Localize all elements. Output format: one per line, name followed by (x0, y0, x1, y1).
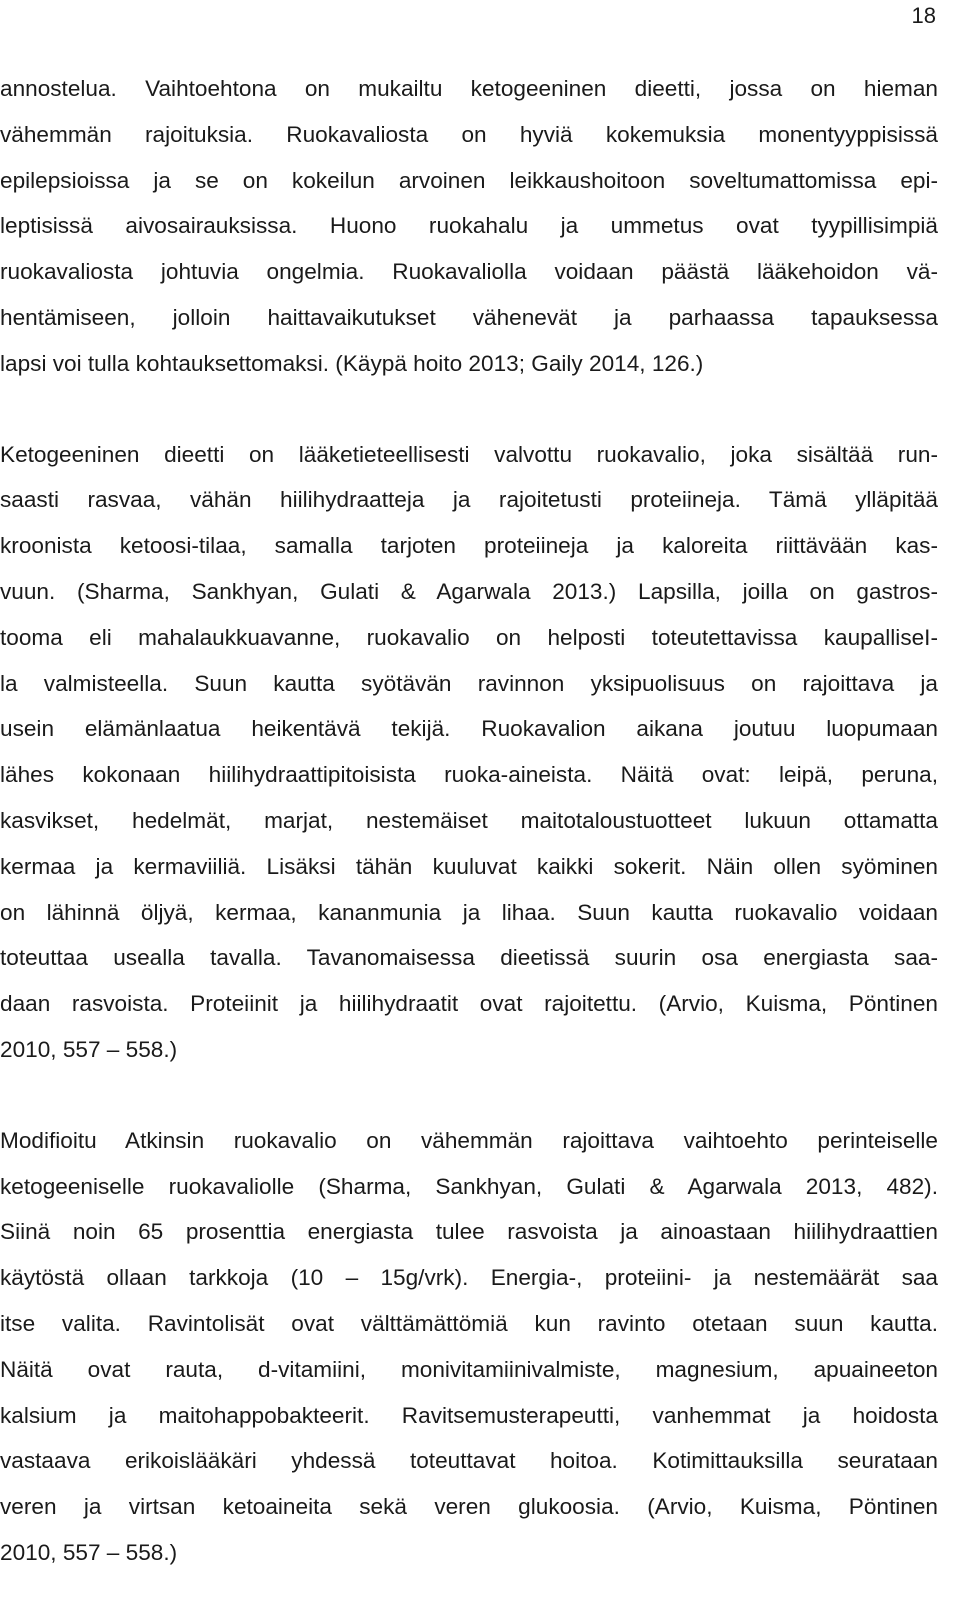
text-line: vuun. (Sharma, Sankhyan, Gulati & Agarwala 2013.) Lapsilla, joilla on gastros- (0, 578, 938, 604)
text-line: vastaava erikoislääkäri yhdessä toteuttavat hoitoa. Kotimittauksilla seurataan (0, 1448, 938, 1474)
text-line: veren ja virtsan ketoaineita sekä veren glukoosia. (Arvio, Kuisma, Pöntinen (0, 1494, 938, 1520)
text-line: käytöstä ollaan tarkkoja (10 – 15g/vrk). Energia-, proteiini- ja nestemäärät saa (0, 1265, 938, 1291)
text-line: lähes kokonaan hiilihydraattipitoisista ruoka-aineista. Näitä ovat: leipä, peruna, (0, 762, 938, 788)
text-line: Näitä ovat rauta, d-vitamiini, monivitamiinivalmiste, magnesium, apuaineeton (0, 1356, 938, 1382)
text-line: lapsi voi tulla kohtauksettomaksi. (Käypä hoito 2013; Gaily 2014, 126.) (0, 350, 704, 376)
text-line: ketogeeniselle ruokavaliolle (Sharma, Sankhyan, Gulati & Agarwala 2013, 482). (0, 1173, 938, 1199)
text-line: leptisissä aivosairauksissa. Huono ruokahalu ja ummetus ovat tyypillisimpiä (0, 213, 938, 239)
text-line: daan rasvoista. Proteiinit ja hiilihydraatit ovat rajoitettu. (Arvio, Kuisma, Pöntinen (0, 991, 938, 1017)
text-line: kermaa ja kermaviiliä. Lisäksi tähän kuuluvat kaikki sokerit. Näin ollen syöminen (0, 853, 938, 879)
text-line: 2010, 557 – 558.) (0, 1539, 178, 1565)
text-line: vähemmän rajoituksia. Ruokavaliosta on hyviä kokemuksia monentyyppisissä (0, 121, 938, 147)
text-line: annostelua. Vaihtoehtona on mukailtu ketogeeninen dieetti, jossa on hieman (0, 76, 938, 101)
text-line: la valmisteella. Suun kautta syötävän ravinnon yksipuolisuus on rajoittava ja (0, 670, 938, 696)
text-line: 2010, 557 – 558.) (0, 1036, 178, 1062)
text-line: ruokavaliosta johtuvia ongelmia. Ruokavaliolla voidaan päästä lääkehoidon vä- (0, 259, 938, 285)
text-line: on lähinnä öljyä, kermaa, kananmunia ja lihaa. Suun kautta ruokavalio voidaan (0, 899, 938, 925)
text-line: Modifioitu Atkinsin ruokavalio on vähemmän rajoittava vaihtoehto perinteiselle (0, 1127, 938, 1153)
text-line: Siinä noin 65 prosenttia energiasta tulee rasvoista ja ainoastaan hiilihydraattien (0, 1219, 938, 1245)
text-line: Ketogeeninen dieetti on lääketieteellisesti valvottu ruokavalio, joka sisältää run- (0, 441, 938, 467)
text-line: saasti rasvaa, vähän hiilihydraatteja ja rajoitetusti proteiineja. Tämä ylläpitää (0, 487, 938, 513)
paragraph-2 (0, 432, 938, 1073)
text-line: hentämiseen, jolloin haittavaikutukset vähenevät ja parhaassa tapauksessa (0, 304, 938, 330)
paragraph-3 (0, 1118, 938, 1576)
text-line: usein elämänlaatua heikentävä tekijä. Ruokavalion aikana joutuu luopumaan (0, 716, 938, 742)
text-line: toteuttaa usealla tavalla. Tavanomaisessa dieetissä suurin osa energiasta saa- (0, 945, 938, 971)
text-line: tooma eli mahalaukkuavanne, ruokavalio on helposti toteutettavissa kaupalliseI- (0, 624, 938, 650)
text-line: kroonista ketoosi-tilaa, samalla tarjoten proteiineja ja kaloreita riittävään kas- (0, 533, 938, 559)
text-line: kasvikset, hedelmät, marjat, nestemäiset maitotaloustuotteet lukuun ottamatta (0, 807, 938, 833)
text-line: itse valita. Ravintolisät ovat välttämättömiä kun ravinto otetaan suun kautta. (0, 1310, 938, 1336)
page-number: 18 (911, 3, 936, 28)
paragraph-1 (0, 66, 938, 387)
text-line: epilepsioissa ja se on kokeilun arvoinen leikkaushoitoon soveltumattomissa epi- (0, 167, 938, 193)
text-line: kalsium ja maitohappobakteerit. Ravitsemusterapeutti, vanhemmat ja hoidosta (0, 1402, 938, 1428)
document-body (0, 66, 938, 1576)
